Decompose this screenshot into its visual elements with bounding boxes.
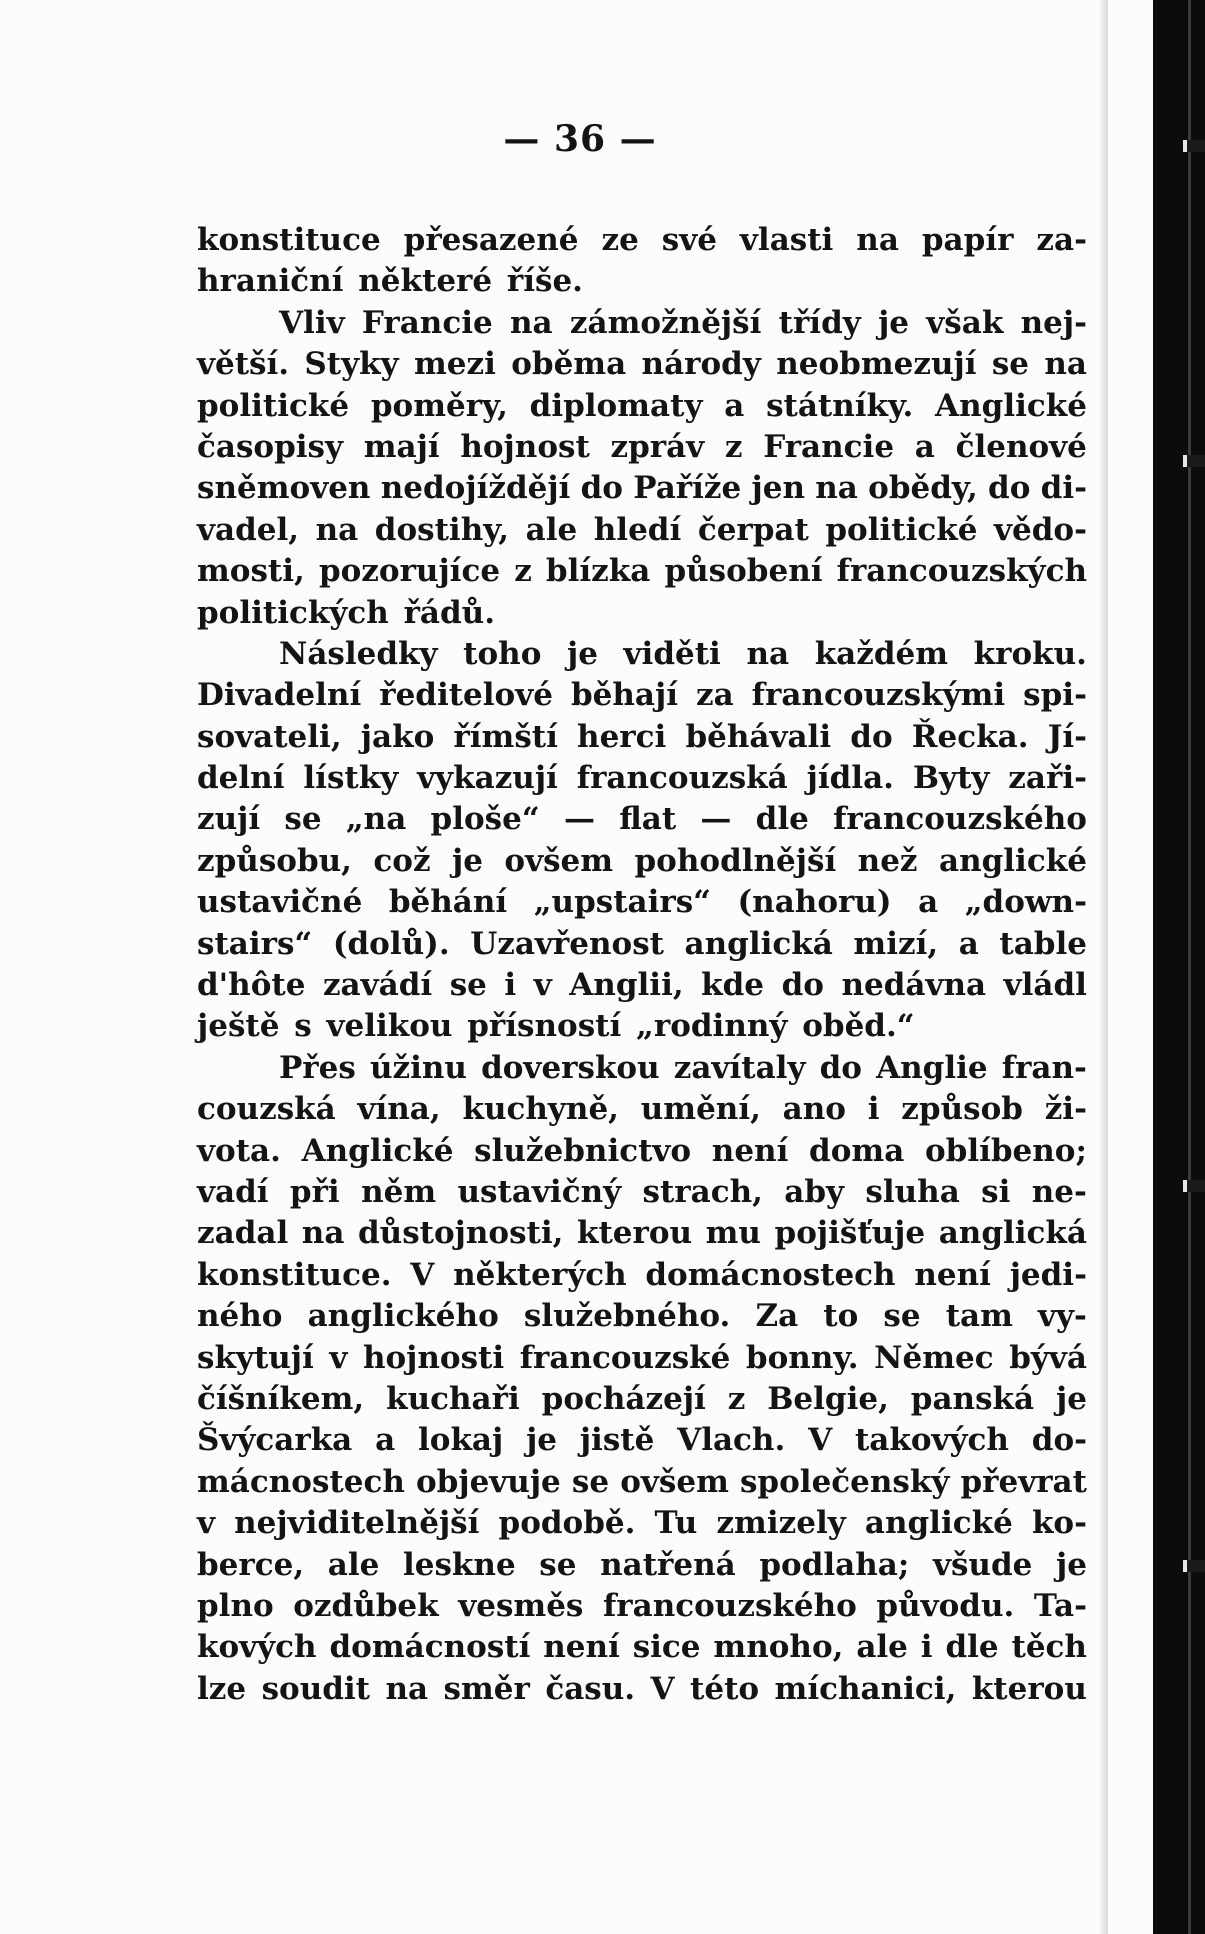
- text-line: vadel, na dostihy, ale hledí čerpat politické vědo-: [197, 511, 1087, 548]
- text-line: vadí při něm ustavičný strach, aby sluha si ne-: [197, 1173, 1087, 1210]
- text-line: Vliv Francie na zámožnější třídy je však nej-: [279, 304, 1087, 341]
- page-number: — 36 —: [503, 118, 657, 160]
- text-line: stairs“ (dolů). Uzavřenost anglická mizí, a table: [197, 925, 1087, 962]
- text-line: mosti, pozorujíce z blízka působení francouzských: [197, 553, 1087, 590]
- text-line: ného anglického služebného. Za to se tam vy-: [197, 1298, 1087, 1335]
- book-binding-gutter: [1153, 0, 1205, 1934]
- text-line: kových domácností není sice mnoho, ale i dle těch: [197, 1629, 1087, 1666]
- text-line: berce, ale leskne se natřená podlaha; všude je: [197, 1546, 1087, 1583]
- text-line: v nejviditelnější podobě. Tu zmizely anglické ko-: [197, 1505, 1087, 1542]
- text-line: plno ozdůbek vesměs francouzského původu. Ta-: [197, 1587, 1087, 1624]
- binding-thread-mark: [1183, 455, 1205, 467]
- text-line: způsobu, což je ovšem pohodlnější než anglické: [197, 842, 1087, 879]
- text-line: časopisy mají hojnost zpráv z Francie a členové: [197, 428, 1087, 465]
- text-line: delní lístky vykazují francouzská jídla. Byty zaři-: [197, 760, 1087, 797]
- binding-thread-mark: [1183, 1180, 1205, 1192]
- text-line: Švýcarka a lokaj je jistě Vlach. V takových do-: [197, 1422, 1087, 1459]
- text-line: zují se „na ploše“ — flat — dle francouzského: [197, 801, 1087, 838]
- text-line: Divadelní ředitelové běhají za francouzskými spi-: [197, 677, 1087, 714]
- text-line: konstituce přesazené ze své vlasti na papír za-: [197, 222, 1087, 258]
- text-line: lze soudit na směr času. V této míchanici, kterou: [197, 1670, 1087, 1707]
- body-text: [197, 220, 1087, 1710]
- text-line: sovateli, jako římští herci běhávali do Řecka. Jí-: [197, 718, 1087, 755]
- text-line: politické poměry, diplomaty a státníky. Anglické: [197, 387, 1087, 424]
- text-line: d'hôte zavádí se i v Anglii, kde do nedávna vládl: [197, 967, 1087, 1004]
- text-line: hraniční některé říše.: [197, 263, 583, 300]
- text-line: couzská vína, kuchyně, umění, ano i způsob ži-: [197, 1091, 1087, 1128]
- text-line: zadal na důstojnosti, kterou mu pojišťuje anglická: [197, 1215, 1087, 1252]
- text-line: vota. Anglické služebnictvo není doma oblíbeno;: [197, 1132, 1087, 1169]
- binding-thread-mark: [1183, 140, 1205, 152]
- text-line: konstituce. V některých domácnostech není jedi-: [197, 1256, 1087, 1293]
- text-line: ještě s velikou přísností „rodinný oběd.“: [197, 1008, 915, 1045]
- text-line: Následky toho je viděti na každém kroku.: [279, 635, 1087, 672]
- binding-spine: [1188, 0, 1191, 1934]
- text-line: sněmoven nedojíždějí do Paříže jen na obědy, do di-: [197, 470, 1087, 507]
- text-line: číšníkem, kuchaři pocházejí z Belgie, panská je: [197, 1380, 1087, 1417]
- binding-thread-mark: [1183, 1560, 1205, 1572]
- text-line: skytují v hojnosti francouzské bonny. Němec bývá: [197, 1339, 1087, 1376]
- text-line: politických řádů.: [197, 594, 496, 631]
- text-line: Přes úžinu doverskou zavítaly do Anglie fran-: [279, 1049, 1087, 1086]
- text-line: větší. Styky mezi oběma národy neobmezují se na: [197, 346, 1087, 383]
- text-line: ustavičné běhání „upstairs“ (nahoru) a „down-: [197, 884, 1087, 921]
- text-line: mácnostech objevuje se ovšem společenský převrat: [197, 1463, 1087, 1500]
- page-edge-shadow: [1098, 0, 1108, 1934]
